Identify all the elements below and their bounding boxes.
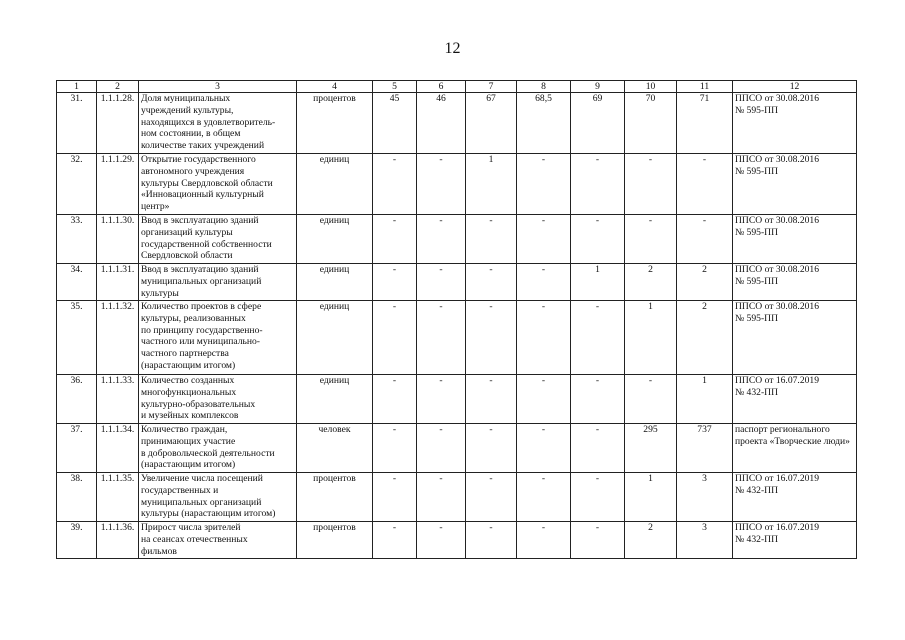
column-header: 7: [466, 81, 517, 93]
value-cell: 295: [625, 424, 677, 473]
indicator-code: 1.1.1.35.: [97, 473, 139, 522]
value-cell: 1: [571, 264, 625, 301]
column-header: 11: [677, 81, 733, 93]
value-cell: -: [571, 215, 625, 264]
table-row: [57, 93, 857, 154]
indicators-table: [56, 80, 857, 559]
unit-cell: единиц: [297, 375, 373, 424]
source-cell: ППСО от 30.08.2016 № 595-ПП: [733, 264, 857, 301]
indicator-code: 1.1.1.28.: [97, 93, 139, 154]
value-cell: -: [466, 301, 517, 375]
value-cell: -: [417, 522, 466, 559]
row-number: 35.: [57, 301, 97, 375]
value-cell: -: [466, 215, 517, 264]
value-cell: -: [373, 215, 417, 264]
value-cell: 68,5: [517, 93, 571, 154]
indicator-code: 1.1.1.34.: [97, 424, 139, 473]
unit-cell: единиц: [297, 215, 373, 264]
table-row: [57, 264, 857, 301]
column-header: 2: [97, 81, 139, 93]
value-cell: 1: [625, 473, 677, 522]
table-row: [57, 301, 857, 375]
indicator-code: 1.1.1.29.: [97, 154, 139, 215]
value-cell: 71: [677, 93, 733, 154]
value-cell: 69: [571, 93, 625, 154]
value-cell: 3: [677, 473, 733, 522]
value-cell: -: [517, 264, 571, 301]
header-row: [57, 81, 857, 93]
table-row: [57, 522, 857, 559]
row-number: 37.: [57, 424, 97, 473]
value-cell: -: [517, 473, 571, 522]
unit-cell: процентов: [297, 522, 373, 559]
indicator-description: Увеличение числа посещений государственных и муниципальных организаций культуры (нарастающим итогом): [139, 473, 297, 522]
value-cell: 3: [677, 522, 733, 559]
value-cell: -: [417, 424, 466, 473]
source-cell: ППСО от 30.08.2016 № 595-ПП: [733, 301, 857, 375]
value-cell: -: [625, 375, 677, 424]
column-header: 9: [571, 81, 625, 93]
column-header: 4: [297, 81, 373, 93]
source-cell: ППСО от 30.08.2016 № 595-ПП: [733, 154, 857, 215]
value-cell: 45: [373, 93, 417, 154]
page-number: 12: [444, 40, 461, 57]
column-header: 10: [625, 81, 677, 93]
indicator-code: 1.1.1.33.: [97, 375, 139, 424]
unit-cell: единиц: [297, 264, 373, 301]
row-number: 33.: [57, 215, 97, 264]
column-header: 5: [373, 81, 417, 93]
value-cell: -: [466, 375, 517, 424]
row-number: 31.: [57, 93, 97, 154]
table-row: [57, 154, 857, 215]
value-cell: -: [571, 154, 625, 215]
value-cell: -: [625, 154, 677, 215]
source-cell: ППСО от 30.08.2016 № 595-ПП: [733, 93, 857, 154]
value-cell: 2: [625, 522, 677, 559]
indicator-description: Ввод в эксплуатацию зданий организаций культуры государственной собственности Свердловской области: [139, 215, 297, 264]
value-cell: -: [517, 424, 571, 473]
value-cell: -: [517, 154, 571, 215]
value-cell: -: [571, 301, 625, 375]
value-cell: -: [677, 154, 733, 215]
row-number: 39.: [57, 522, 97, 559]
value-cell: -: [417, 154, 466, 215]
value-cell: 2: [677, 301, 733, 375]
column-header: 12: [733, 81, 857, 93]
value-cell: 737: [677, 424, 733, 473]
value-cell: -: [417, 215, 466, 264]
value-cell: -: [517, 301, 571, 375]
indicator-description: Доля муниципальных учреждений культуры, находящихся в удовлетворитель- ном состоянии, в общем количестве таких учреждений: [139, 93, 297, 154]
indicator-description: Количество граждан, принимающих участие в добровольческой деятельности (нарастающим итогом): [139, 424, 297, 473]
value-cell: 1: [466, 154, 517, 215]
column-header: 8: [517, 81, 571, 93]
column-header: 6: [417, 81, 466, 93]
row-number: 32.: [57, 154, 97, 215]
indicator-code: 1.1.1.36.: [97, 522, 139, 559]
value-cell: 2: [677, 264, 733, 301]
unit-cell: единиц: [297, 301, 373, 375]
table-row: [57, 424, 857, 473]
value-cell: 1: [625, 301, 677, 375]
value-cell: -: [373, 375, 417, 424]
value-cell: 46: [417, 93, 466, 154]
value-cell: -: [677, 215, 733, 264]
value-cell: -: [373, 154, 417, 215]
table-row: [57, 473, 857, 522]
row-number: 38.: [57, 473, 97, 522]
value-cell: -: [417, 375, 466, 424]
indicator-code: 1.1.1.32.: [97, 301, 139, 375]
indicator-code: 1.1.1.30.: [97, 215, 139, 264]
source-cell: ППСО от 16.07.2019 № 432-ПП: [733, 375, 857, 424]
value-cell: -: [571, 424, 625, 473]
unit-cell: процентов: [297, 473, 373, 522]
value-cell: -: [373, 264, 417, 301]
row-number: 34.: [57, 264, 97, 301]
source-cell: паспорт регионального проекта «Творческие люди»: [733, 424, 857, 473]
value-cell: -: [517, 375, 571, 424]
column-header: 3: [139, 81, 297, 93]
value-cell: -: [571, 375, 625, 424]
row-number: 36.: [57, 375, 97, 424]
table-row: [57, 375, 857, 424]
value-cell: -: [417, 264, 466, 301]
value-cell: -: [417, 301, 466, 375]
value-cell: -: [466, 522, 517, 559]
value-cell: 1: [677, 375, 733, 424]
unit-cell: единиц: [297, 154, 373, 215]
column-header: 1: [57, 81, 97, 93]
value-cell: -: [571, 473, 625, 522]
value-cell: -: [373, 473, 417, 522]
table-row: [57, 215, 857, 264]
indicator-description: Количество проектов в сфере культуры, реализованных по принципу государственно- частного или муниципально- частного партнерства (нарастающим итогом): [139, 301, 297, 375]
value-cell: 70: [625, 93, 677, 154]
value-cell: -: [571, 522, 625, 559]
indicator-code: 1.1.1.31.: [97, 264, 139, 301]
indicator-description: Ввод в эксплуатацию зданий муниципальных организаций культуры: [139, 264, 297, 301]
unit-cell: человек: [297, 424, 373, 473]
value-cell: -: [466, 473, 517, 522]
value-cell: -: [517, 215, 571, 264]
value-cell: 67: [466, 93, 517, 154]
source-cell: ППСО от 16.07.2019 № 432-ПП: [733, 473, 857, 522]
indicator-description: Открытие государственного автономного учреждения культуры Свердловской области «Инновационный культурный центр»: [139, 154, 297, 215]
indicator-description: Прирост числа зрителей на сеансах отечественных фильмов: [139, 522, 297, 559]
value-cell: -: [625, 215, 677, 264]
source-cell: ППСО от 30.08.2016 № 595-ПП: [733, 215, 857, 264]
value-cell: -: [373, 301, 417, 375]
unit-cell: процентов: [297, 93, 373, 154]
value-cell: -: [517, 522, 571, 559]
indicator-description: Количество созданных многофункциональных культурно-образовательных и музейных комплексов: [139, 375, 297, 424]
value-cell: -: [373, 522, 417, 559]
source-cell: ППСО от 16.07.2019 № 432-ПП: [733, 522, 857, 559]
value-cell: -: [417, 473, 466, 522]
value-cell: 2: [625, 264, 677, 301]
value-cell: -: [466, 264, 517, 301]
value-cell: -: [466, 424, 517, 473]
value-cell: -: [373, 424, 417, 473]
